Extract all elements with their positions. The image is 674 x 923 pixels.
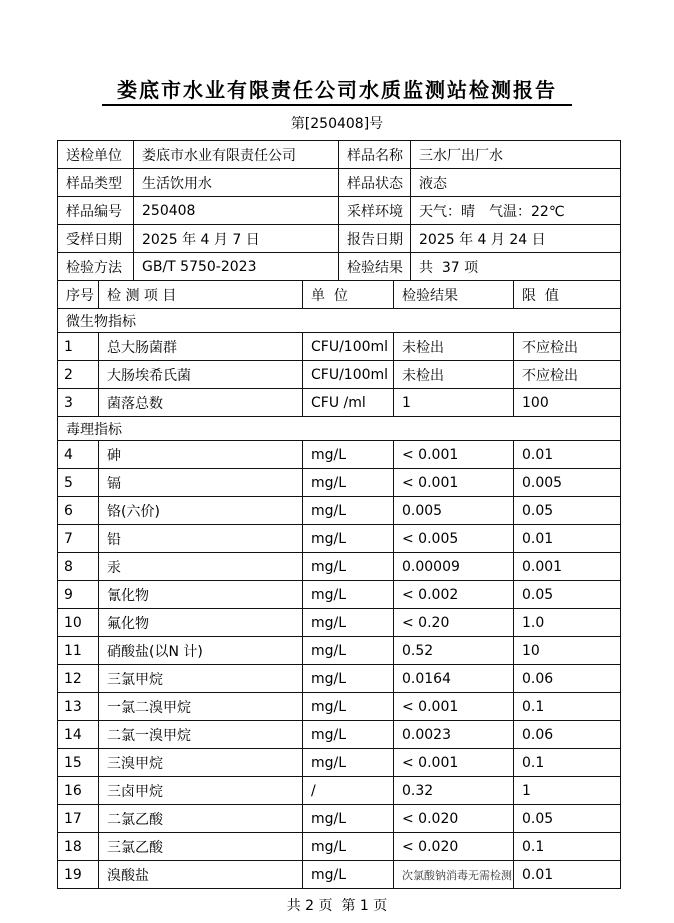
unit: mg/L <box>303 525 394 553</box>
row-no: 15 <box>58 749 99 777</box>
section-title: 毒理指标 <box>58 417 621 441</box>
page-footer: 共 2 页 第 1 页 <box>286 898 388 914</box>
unit: mg/L <box>303 609 394 637</box>
info-value: 娄底市水业有限责任公司 <box>134 141 339 169</box>
result-row <box>58 441 621 469</box>
limit: 0.01 <box>514 525 621 553</box>
info-label: 检验方法 <box>58 253 134 281</box>
row-no: 4 <box>58 441 99 469</box>
section-row <box>58 309 621 333</box>
item-name: 三溴甲烷 <box>99 749 303 777</box>
result-row <box>58 833 621 861</box>
item-name: 大肠埃希氏菌 <box>99 361 303 389</box>
header-item: 检 测 项 目 <box>99 281 303 309</box>
item-name: 溴酸盐 <box>99 861 303 889</box>
result: 次氯酸钠消毒无需检测 <box>394 861 514 889</box>
row-no: 17 <box>58 805 99 833</box>
result: 0.52 <box>394 637 514 665</box>
limit: 0.05 <box>514 581 621 609</box>
info-label: 受样日期 <box>58 225 134 253</box>
result: < 0.001 <box>394 693 514 721</box>
row-no: 12 <box>58 665 99 693</box>
item-name: 三氯甲烷 <box>99 665 303 693</box>
result: 0.32 <box>394 777 514 805</box>
row-no: 5 <box>58 469 99 497</box>
result-row <box>58 581 621 609</box>
info-label: 检验结果 <box>339 253 411 281</box>
info-label: 采样环境 <box>339 197 411 225</box>
info-row <box>58 169 621 197</box>
unit: mg/L <box>303 693 394 721</box>
result-row <box>58 525 621 553</box>
limit: 不应检出 <box>514 361 621 389</box>
limit: 0.1 <box>514 833 621 861</box>
result: 0.00009 <box>394 553 514 581</box>
result-row <box>58 609 621 637</box>
item-name: 氟化物 <box>99 609 303 637</box>
header-limit: 限 值 <box>514 281 621 309</box>
info-value: 生活饮用水 <box>134 169 339 197</box>
header-result: 检验结果 <box>394 281 514 309</box>
info-row <box>58 197 621 225</box>
unit: CFU/100ml <box>303 361 394 389</box>
unit: mg/L <box>303 861 394 889</box>
result: < 0.001 <box>394 469 514 497</box>
row-no: 18 <box>58 833 99 861</box>
row-no: 3 <box>58 389 99 417</box>
info-label: 样品编号 <box>58 197 134 225</box>
item-name: 砷 <box>99 441 303 469</box>
limit: 0.01 <box>514 861 621 889</box>
unit: mg/L <box>303 441 394 469</box>
result-row <box>58 361 621 389</box>
limit: 0.001 <box>514 553 621 581</box>
result-row <box>58 553 621 581</box>
unit: mg/L <box>303 637 394 665</box>
item-name: 镉 <box>99 469 303 497</box>
info-value: 2025 年 4 月 7 日 <box>134 225 339 253</box>
info-value: 2025 年 4 月 24 日 <box>411 225 621 253</box>
info-label: 送检单位 <box>58 141 134 169</box>
item-name: 二氯一溴甲烷 <box>99 721 303 749</box>
info-value: 天气：晴 气温：22℃ <box>411 197 621 225</box>
info-value: 共 37 项 <box>411 253 621 281</box>
result-row <box>58 805 621 833</box>
info-value: 三水厂出厂水 <box>411 141 621 169</box>
report-title: 娄底市水业有限责任公司水质监测站检测报告 <box>117 78 557 102</box>
unit: mg/L <box>303 581 394 609</box>
result-row <box>58 861 621 889</box>
info-row <box>58 225 621 253</box>
row-no: 16 <box>58 777 99 805</box>
results-table <box>57 280 621 889</box>
row-no: 6 <box>58 497 99 525</box>
limit: 10 <box>514 637 621 665</box>
limit: 1.0 <box>514 609 621 637</box>
row-no: 14 <box>58 721 99 749</box>
info-row <box>58 141 621 169</box>
item-name: 总大肠菌群 <box>99 333 303 361</box>
result: 1 <box>394 389 514 417</box>
row-no: 1 <box>58 333 99 361</box>
result: < 0.005 <box>394 525 514 553</box>
limit: 0.05 <box>514 805 621 833</box>
item-name: 铬(六价) <box>99 497 303 525</box>
item-name: 三氯乙酸 <box>99 833 303 861</box>
info-row <box>58 253 621 281</box>
result: 0.005 <box>394 497 514 525</box>
result: 0.0164 <box>394 665 514 693</box>
row-no: 9 <box>58 581 99 609</box>
info-table <box>57 140 621 281</box>
result: 0.0023 <box>394 721 514 749</box>
result-row <box>58 777 621 805</box>
limit: 0.06 <box>514 721 621 749</box>
result: 未检出 <box>394 333 514 361</box>
row-no: 11 <box>58 637 99 665</box>
item-name: 汞 <box>99 553 303 581</box>
info-value: 液态 <box>411 169 621 197</box>
item-name: 铅 <box>99 525 303 553</box>
result-row <box>58 469 621 497</box>
section-title: 微生物指标 <box>58 309 621 333</box>
unit: mg/L <box>303 553 394 581</box>
result: < 0.002 <box>394 581 514 609</box>
row-no: 8 <box>58 553 99 581</box>
row-no: 10 <box>58 609 99 637</box>
result: < 0.020 <box>394 833 514 861</box>
results-header-row <box>58 281 621 309</box>
result: < 0.20 <box>394 609 514 637</box>
doc-number: 第[250408]号 <box>290 116 384 132</box>
result-row <box>58 333 621 361</box>
info-label: 样品状态 <box>339 169 411 197</box>
result: < 0.001 <box>394 441 514 469</box>
result: < 0.020 <box>394 805 514 833</box>
result-row <box>58 389 621 417</box>
item-name: 硝酸盐(以N 计) <box>99 637 303 665</box>
result-row <box>58 637 621 665</box>
result-row <box>58 665 621 693</box>
limit: 1 <box>514 777 621 805</box>
limit: 0.06 <box>514 665 621 693</box>
unit: mg/L <box>303 665 394 693</box>
limit: 0.05 <box>514 497 621 525</box>
unit: CFU/100ml <box>303 333 394 361</box>
row-no: 13 <box>58 693 99 721</box>
unit: mg/L <box>303 721 394 749</box>
row-no: 2 <box>58 361 99 389</box>
limit: 0.1 <box>514 693 621 721</box>
result: < 0.001 <box>394 749 514 777</box>
result-row <box>58 721 621 749</box>
unit: mg/L <box>303 469 394 497</box>
unit: / <box>303 777 394 805</box>
header-unit: 单 位 <box>303 281 394 309</box>
row-no: 19 <box>58 861 99 889</box>
limit: 0.01 <box>514 441 621 469</box>
info-label: 报告日期 <box>339 225 411 253</box>
limit: 不应检出 <box>514 333 621 361</box>
limit: 0.005 <box>514 469 621 497</box>
item-name: 一氯二溴甲烷 <box>99 693 303 721</box>
unit: mg/L <box>303 749 394 777</box>
info-value: GB/T 5750-2023 <box>134 253 339 281</box>
info-label: 样品类型 <box>58 169 134 197</box>
limit: 100 <box>514 389 621 417</box>
item-name: 氰化物 <box>99 581 303 609</box>
unit: CFU /ml <box>303 389 394 417</box>
item-name: 三卤甲烷 <box>99 777 303 805</box>
limit: 0.1 <box>514 749 621 777</box>
section-row <box>58 417 621 441</box>
result-row <box>58 749 621 777</box>
header-no: 序号 <box>58 281 99 309</box>
info-label: 样品名称 <box>339 141 411 169</box>
unit: mg/L <box>303 497 394 525</box>
item-name: 菌落总数 <box>99 389 303 417</box>
item-name: 二氯乙酸 <box>99 805 303 833</box>
title-underline <box>102 104 572 106</box>
row-no: 7 <box>58 525 99 553</box>
info-value: 250408 <box>134 197 339 225</box>
result: 未检出 <box>394 361 514 389</box>
result-row <box>58 693 621 721</box>
result-row <box>58 497 621 525</box>
unit: mg/L <box>303 805 394 833</box>
unit: mg/L <box>303 833 394 861</box>
